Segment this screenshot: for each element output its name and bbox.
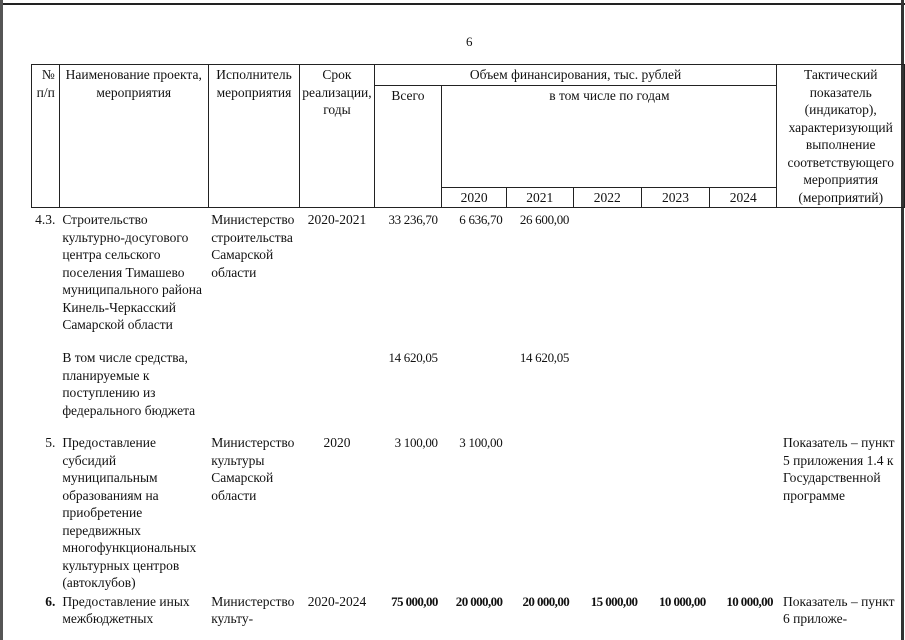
row-num: 4.3. [35,212,56,227]
row-year-2024: 10 000,00 [726,593,773,609]
row-tactical: Показатель – пункт 6 приложе- [782,593,895,626]
row-total: 33 236,70 [388,212,438,227]
row-year-2023 [641,434,709,593]
header-year-2021: 2021 [506,187,573,208]
row-year-2023: 10 000,00 [659,593,706,609]
table-row [32,593,905,629]
header-tactical: Тактический показатель (индикатор), характеризующий выполнение соответствующего мероприятия (мероприятий) [777,65,905,208]
header-by-years: в том числе по годам [442,85,777,187]
row-year-2020 [442,349,507,434]
header-year-2024: 2024 [710,187,777,208]
row-num: 5. [45,435,56,450]
row-total: 75 000,00 [391,593,438,609]
scan-left-border [0,0,3,640]
row-year-2020: 6 636,70 [459,212,503,227]
row-year-2021: 20 000,00 [522,593,570,609]
header-term: Срок реализации, годы [300,65,374,208]
row-year-2022 [573,349,641,434]
row-executor: Министерство культуры Самарской области [211,435,295,503]
row-name: Предоставление иных межбюджетных [62,593,190,626]
row-name: Строительство культурно-досугового центра сельского поселения Тимашево муниципального района Кинель-Черкасский Самарской области [62,212,202,332]
row-year-2020: 3 100,00 [459,435,503,450]
row-tactical: Показатель – пункт 5 приложения 1.4 к Государственной программе [782,435,895,503]
table-row [32,434,905,593]
row-total: 14 620,05 [388,350,438,365]
header-name: Наименование проекта, мероприятия [59,65,208,208]
row-year-2023 [641,349,709,434]
row-name: В том числе средства, планируемые к поступлению из федерального бюджета [62,350,196,418]
row-term: 2020-2024 [307,593,367,609]
row-year-2024 [710,434,777,593]
row-tactical [777,349,905,434]
row-year-2021: 14 620,05 [519,350,570,365]
row-year-2022 [573,434,641,593]
row-year-2021: 26 600,00 [519,212,570,227]
header-num: № п/п [32,65,60,208]
table-row [32,349,905,434]
row-executor [208,349,300,434]
header-year-2022: 2022 [573,187,641,208]
row-executor: Министерство культу- [211,593,295,626]
row-year-2021 [506,434,573,593]
row-year-2022: 15 000,00 [590,593,638,609]
row-year-2024 [710,208,777,350]
row-executor: Министерство строительства Самарской области [211,212,295,280]
row-name: Предоставление субсидий муниципальным образованиям на приобретение передвижных многофункциональных культурных центров (автоклубов) [62,435,197,590]
scan-top-border [0,3,905,5]
table-row [32,208,905,350]
page-number: 6 [466,34,473,49]
row-num: 6. [45,593,56,609]
row-term: 2020 [323,435,351,450]
row-year-2023 [641,208,709,350]
row-num [32,349,60,434]
row-tactical [777,208,905,350]
row-term [300,349,374,434]
header-year-2020: 2020 [442,187,507,208]
row-total: 3 100,00 [394,435,438,450]
row-year-2022 [573,208,641,350]
header-total: Всего [374,85,442,208]
header-funding: Объем финансирования, тыс. рублей [374,65,777,86]
row-term: 2020-2021 [307,212,367,227]
funding-table [31,64,905,629]
header-executor: Исполнитель мероприятия [208,65,300,208]
row-year-2024 [710,349,777,434]
header-year-2023: 2023 [641,187,709,208]
row-year-2020: 20 000,00 [455,593,503,609]
